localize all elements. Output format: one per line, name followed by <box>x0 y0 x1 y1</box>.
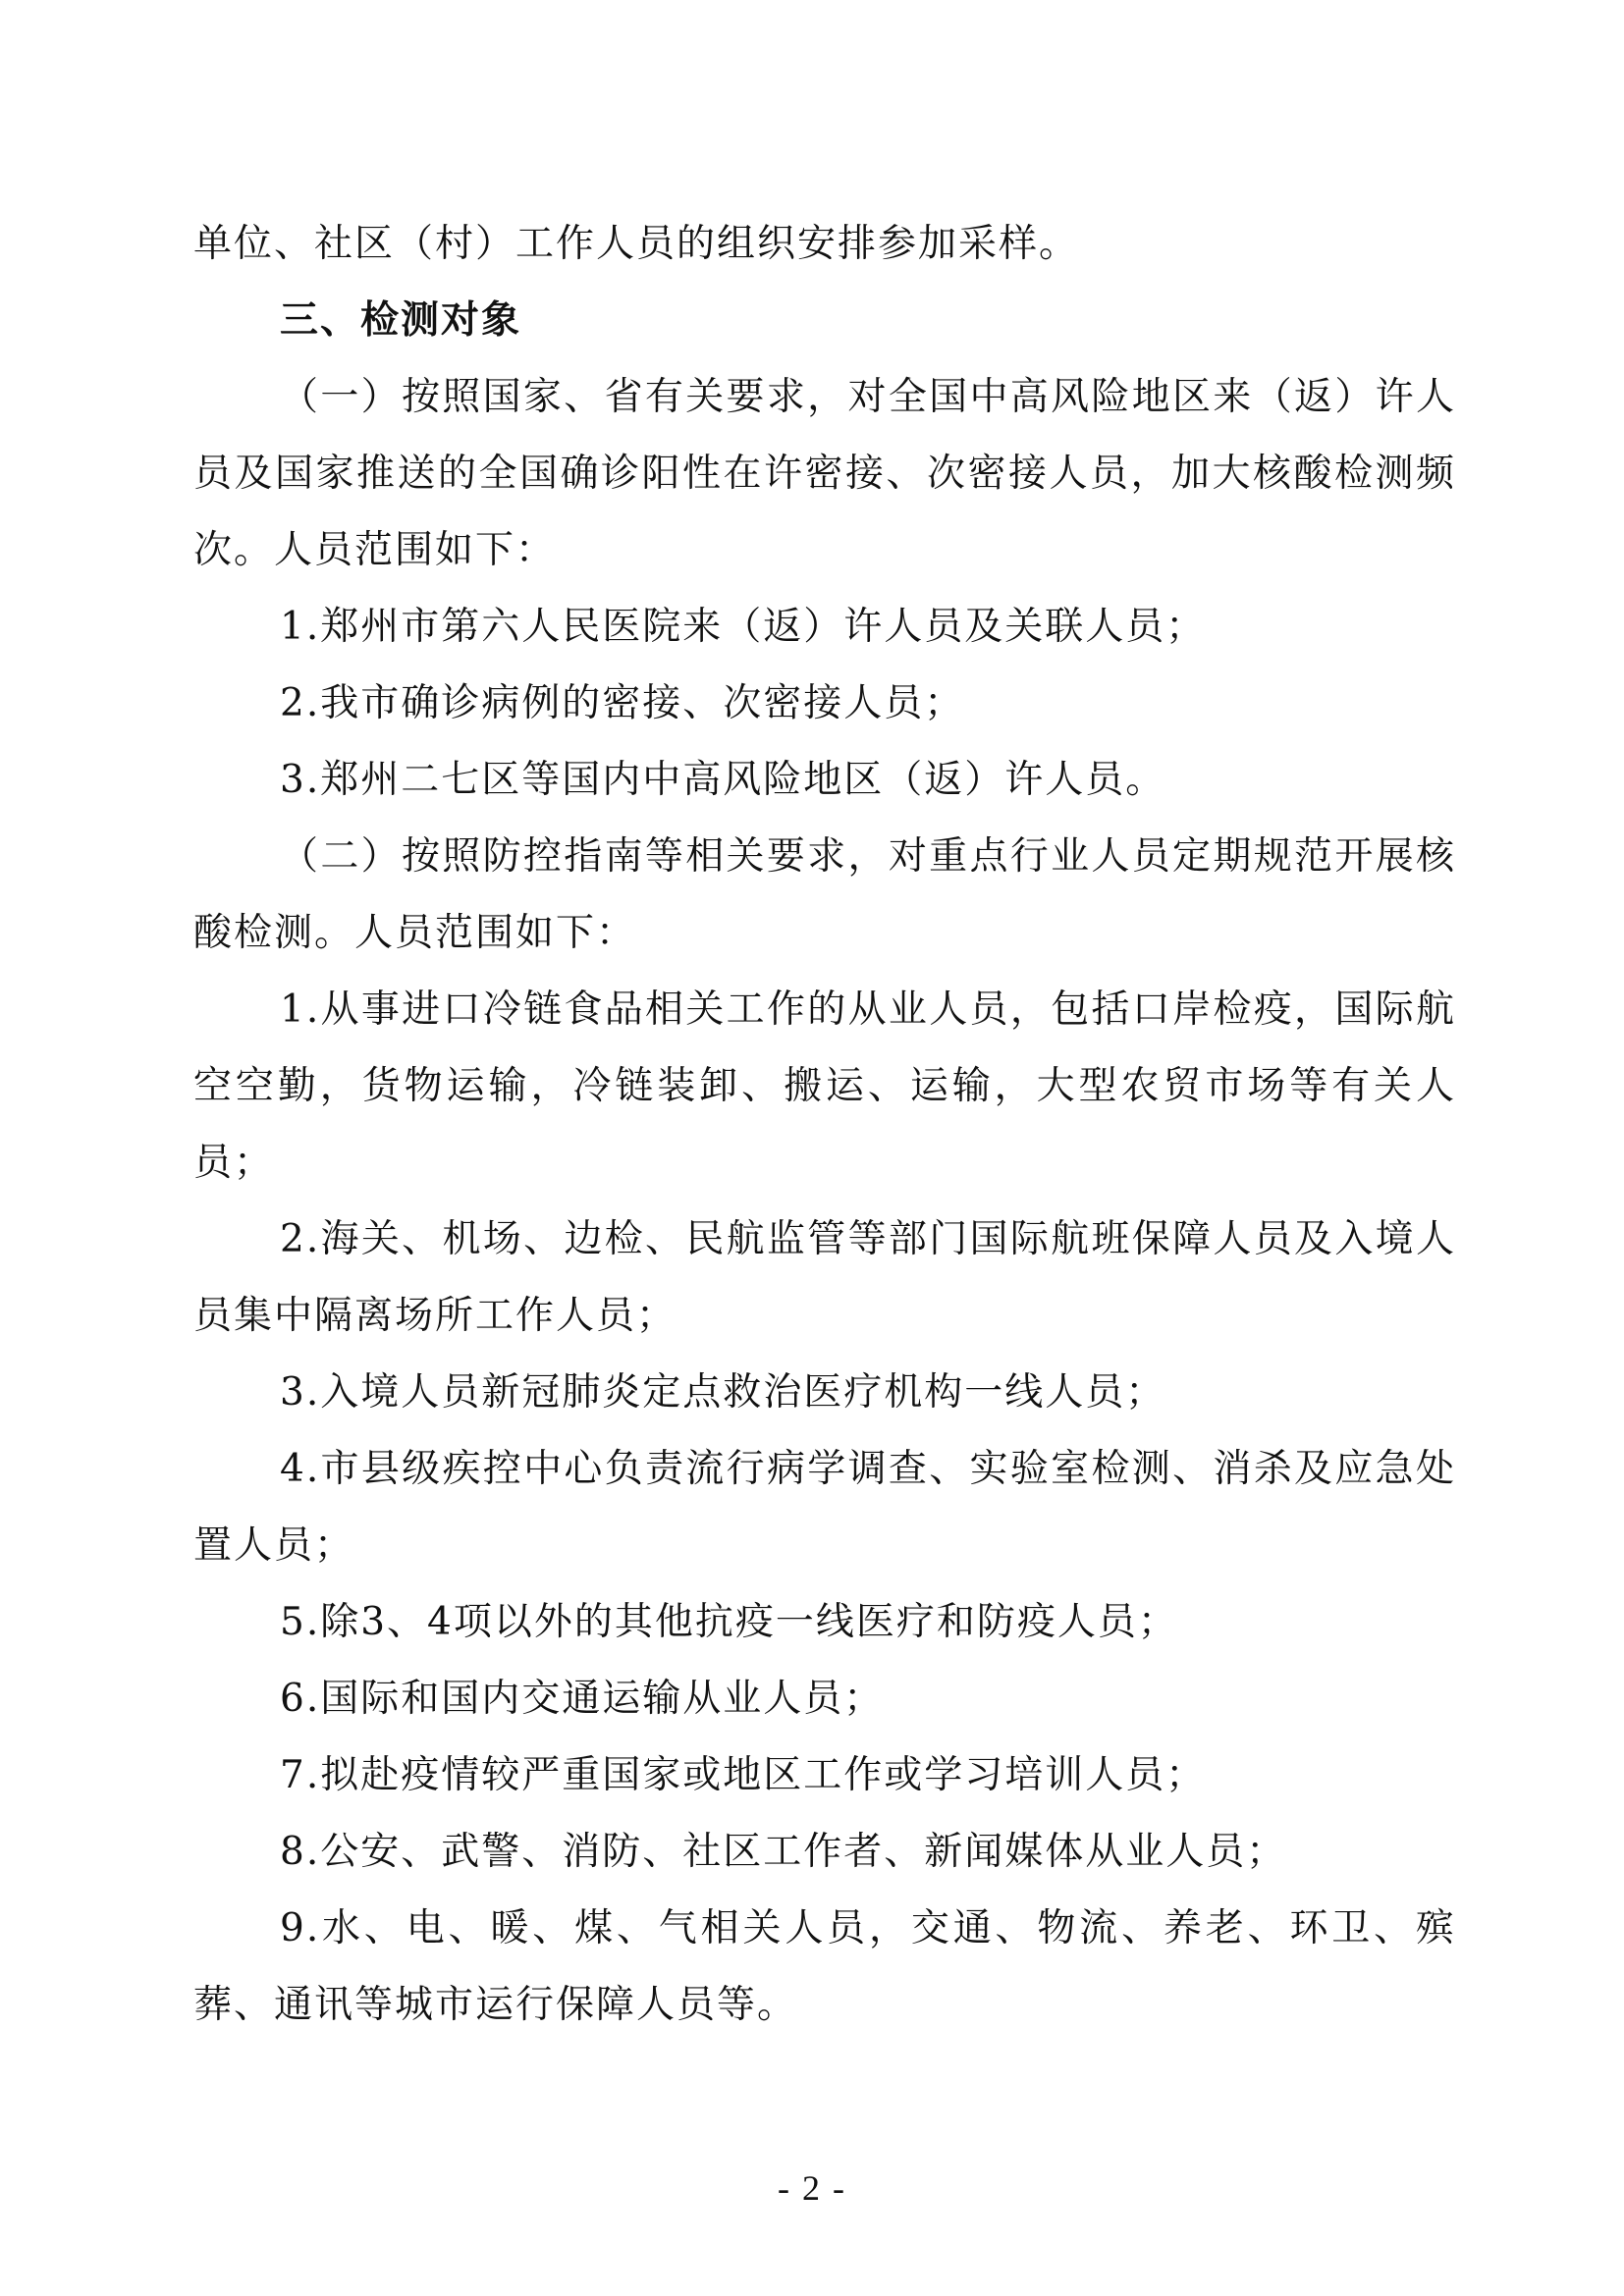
paragraph: （一）按照国家、省有关要求，对全国中高风险地区来（返）许人员及国家推送的全国确诊阳性在许密接、次密接人员，加大核酸检测频次。人员范围如下： <box>193 375 1456 572</box>
list-item: 1.从事进口冷链食品相关工作的从业人员，包括口岸检疫，国际航空空勤，货物运输，冷链装卸、搬运、运输，大型农贸市场等有关人员； <box>193 988 1456 1185</box>
paragraph: 单位、社区（村）工作人员的组织安排参加采样。 <box>193 222 1080 266</box>
list-item: 9.水、电、暖、煤、气相关人员，交通、物流、养老、环卫、殡葬、通讯等城市运行保障人员等。 <box>193 1906 1456 2027</box>
list-item: 8.公安、武警、消防、社区工作者、新闻媒体从业人员； <box>280 1830 1287 1874</box>
list-item: 3.入境人员新冠肺炎定点救治医疗机构一线人员； <box>280 1370 1166 1415</box>
list-item: 2.海关、机场、边检、民航监管等部门国际航班保障人员及入境人员集中隔离场所工作人员； <box>193 1217 1456 1338</box>
list-item: 2.我市确诊病例的密接、次密接人员； <box>280 681 965 725</box>
page-number: - 2 - <box>778 2168 846 2208</box>
list-item: 5.除3、4项以外的其他抗疫一线医疗和防疫人员； <box>280 1600 1178 1644</box>
paragraph: （二）按照防控指南等相关要求，对重点行业人员定期规范开展核酸检测。人员范围如下： <box>193 834 1456 955</box>
list-item: 3.郑州二七区等国内中高风险地区（返）许人员。 <box>280 758 1166 802</box>
list-item: 6.国际和国内交通运输从业人员； <box>280 1677 885 1721</box>
body-text <box>193 206 1456 2044</box>
list-item: 7.拟赴疫情较严重国家或地区工作或学习培训人员； <box>280 1753 1207 1797</box>
section-heading: 三、检测对象 <box>280 298 522 343</box>
list-item: 1.郑州市第六人民医院来（返）许人员及关联人员； <box>280 605 1207 649</box>
list-item: 4.市县级疾控中心负责流行病学调查、实验室检测、消杀及应急处置人员； <box>193 1447 1456 1568</box>
